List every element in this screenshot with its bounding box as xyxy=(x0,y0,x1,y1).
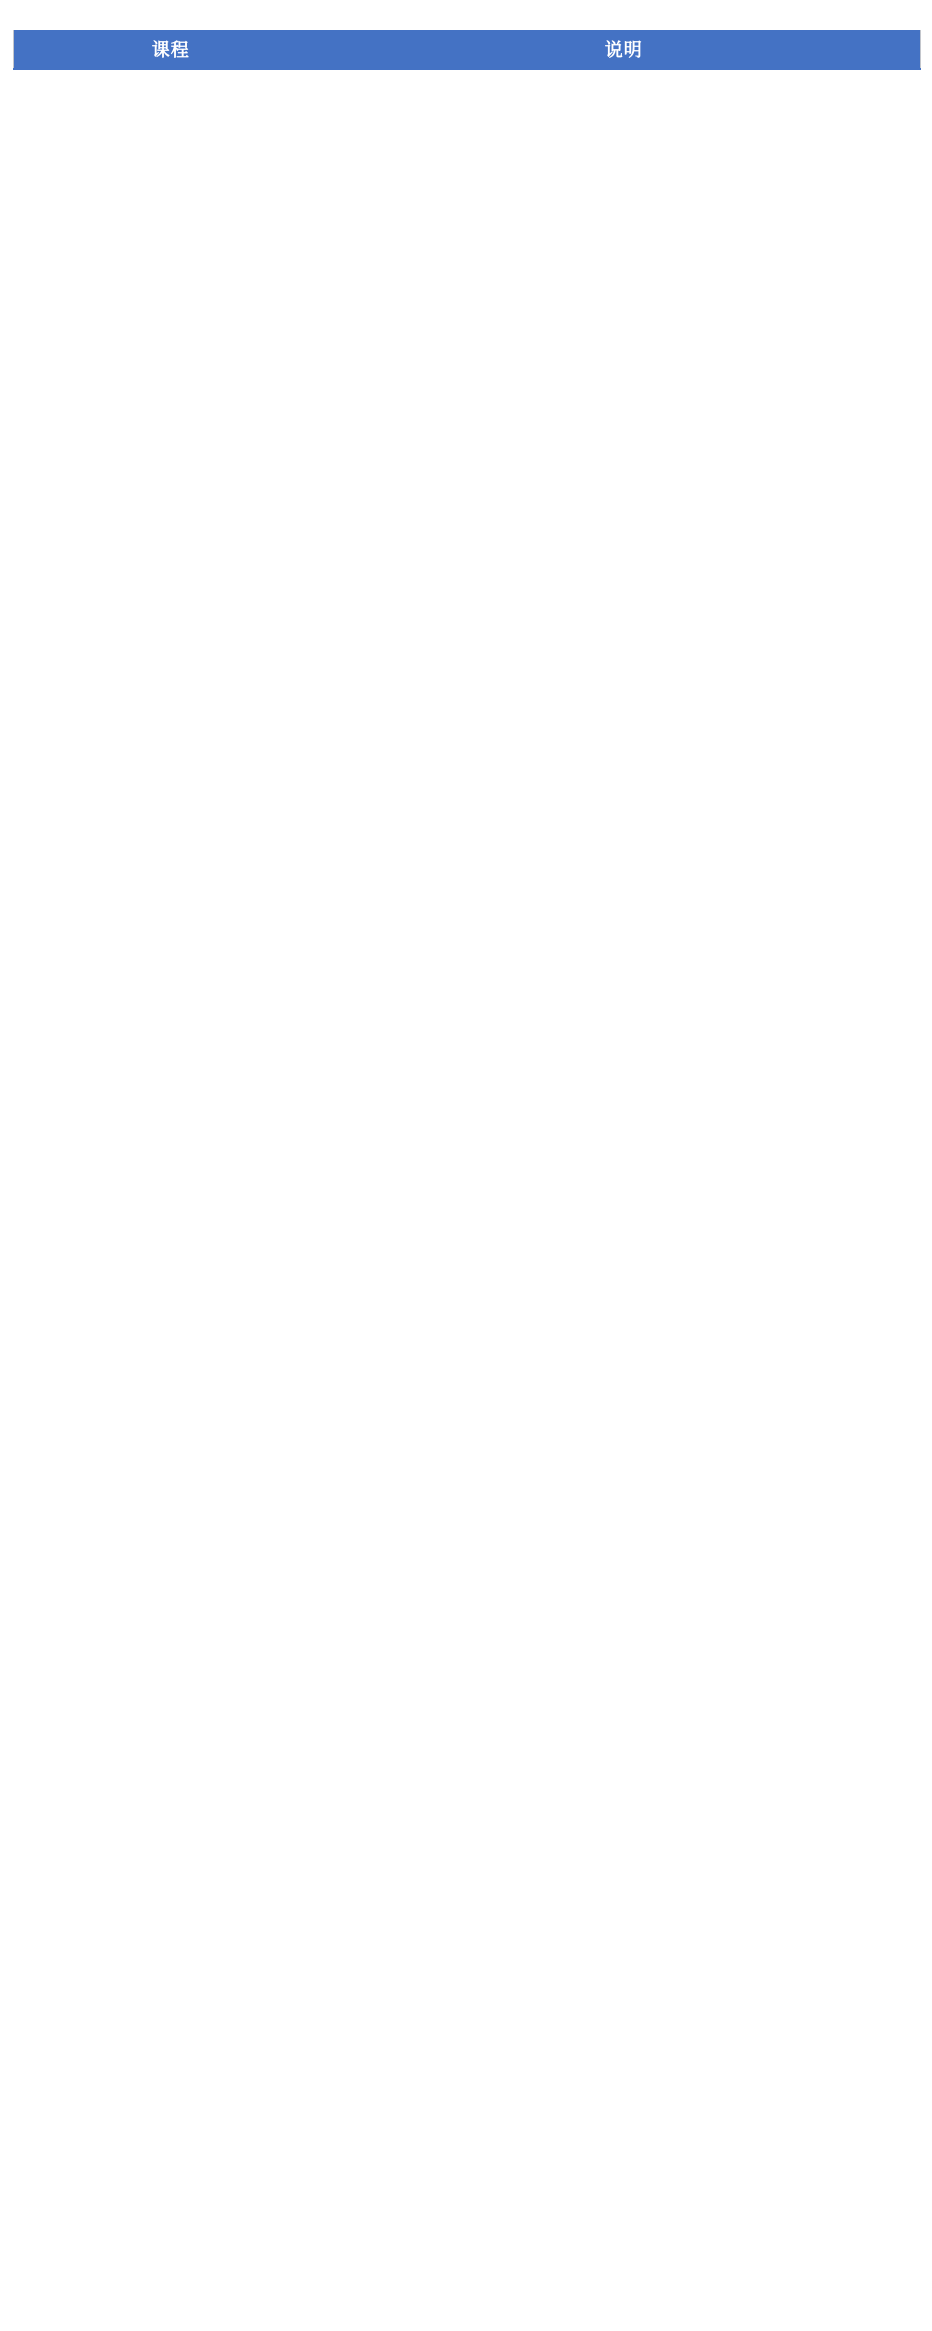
column-header-description: 说明 xyxy=(328,30,921,69)
course-table xyxy=(13,30,921,70)
header-row xyxy=(14,30,921,69)
column-header-course: 课程 xyxy=(14,30,328,69)
